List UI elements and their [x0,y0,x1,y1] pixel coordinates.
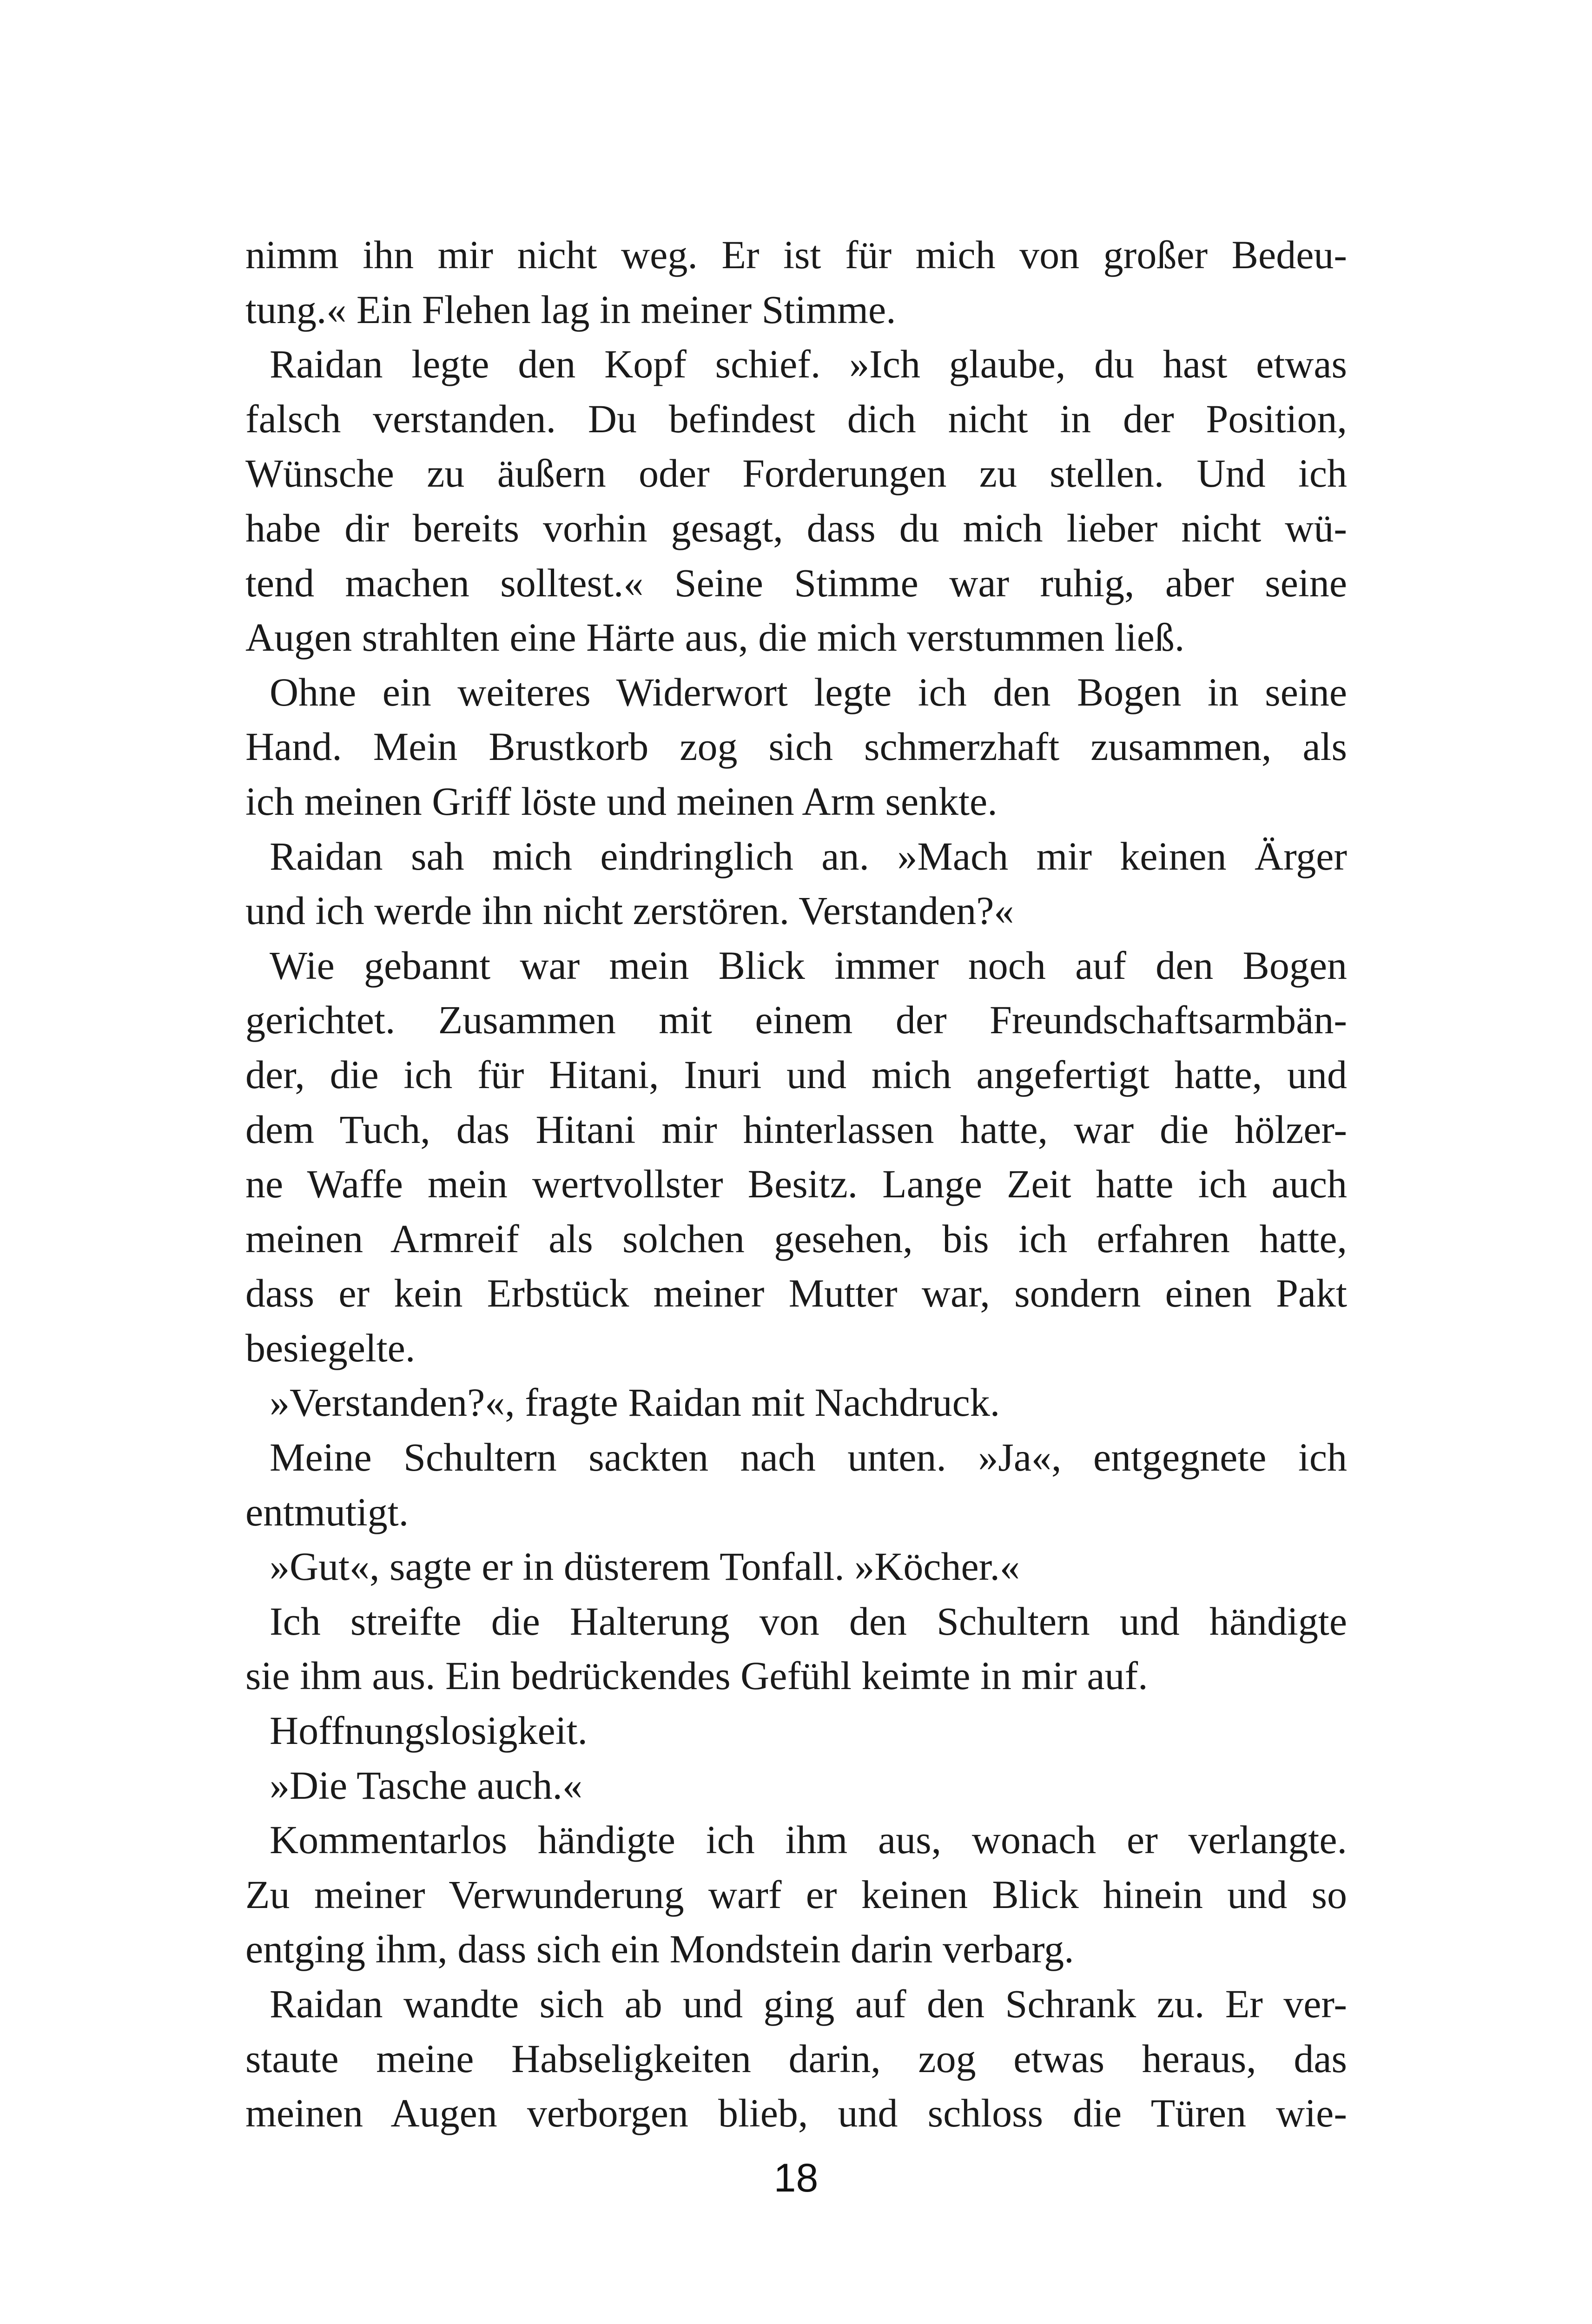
text-line: »Verstanden?«, fragte Raidan mit Nachdruck. [270,1380,1000,1425]
text-line: dem Tuch, das Hitani mir hinterlassen hatte, war die hölzer- [245,1107,1347,1152]
text-line: Augen strahlten eine Härte aus, die mich verstummen ließ. [245,615,1185,660]
text-line: der, die ich für Hitani, Inuri und mich angefertigt hatte, und [245,1052,1347,1097]
text-line: Wie gebannt war mein Blick immer noch auf den Bogen [270,943,1347,988]
text-line: nimm ihn mir nicht weg. Er ist für mich von großer Bedeu- [245,232,1347,277]
text-line: entging ihm, dass sich ein Mondstein darin verbarg. [245,1927,1074,1972]
text-line: meinen Augen verborgen blieb, und schloss die Türen wie- [245,2091,1347,2136]
text-line: sie ihm aus. Ein bedrückendes Gefühl keimte in mir auf. [245,1653,1148,1698]
text-line: Hoffnungslosigkeit. [270,1708,588,1753]
text-line: »Gut«, sagte er in düsterem Tonfall. »Köcher.« [270,1544,1020,1589]
text-line: staute meine Habseligkeiten darin, zog etwas heraus, das [245,2036,1347,2081]
text-line: falsch verstanden. Du befindest dich nicht in der Position, [245,396,1347,441]
text-line: Hand. Mein Brustkorb zog sich schmerzhaft zusammen, als [245,724,1347,769]
text-line: besiegelte. [245,1325,416,1370]
text-line: und ich werde ihn nicht zerstören. Verstanden?« [245,888,1014,933]
text-line: Ich streifte die Halterung von den Schultern und händigte [270,1598,1347,1644]
text-line: gerichtet. Zusammen mit einem der Freundschaftsarmbän- [245,997,1347,1043]
text-line: entmutigt. [245,1489,409,1534]
text-line: tend machen solltest.« Seine Stimme war ruhig, aber seine [245,560,1347,605]
text-line: Ohne ein weiteres Widerwort legte ich den Bogen in seine [270,669,1347,714]
text-line: ich meinen Griff löste und meinen Arm senkte. [245,779,997,824]
text-line: Raidan sah mich eindringlich an. »Mach mir keinen Ärger [270,833,1347,878]
text-line: tung.« Ein Flehen lag in meiner Stimme. [245,287,896,332]
page-number: 18 [773,2156,819,2200]
body-text [245,228,1347,2141]
text-line: Zu meiner Verwunderung warf er keinen Blick hinein und so [245,1872,1347,1917]
text-line: Raidan legte den Kopf schief. »Ich glaube, du hast etwas [270,342,1347,387]
text-line: habe dir bereits vorhin gesagt, dass du mich lieber nicht wü- [245,505,1347,550]
text-line: »Die Tasche auch.« [270,1763,582,1808]
text-line: Wünsche zu äußern oder Forderungen zu stellen. Und ich [245,451,1347,496]
text-line: meinen Armreif als solchen gesehen, bis ich erfahren hatte, [245,1216,1347,1261]
text-line: Meine Schultern sackten nach unten. »Ja«, entgegnete ich [270,1435,1347,1480]
text-line: dass er kein Erbstück meiner Mutter war, sondern einen Pakt [245,1271,1347,1316]
text-line: ne Waffe mein wertvollster Besitz. Lange Zeit hatte ich auch [245,1162,1347,1207]
text-line: Raidan wandte sich ab und ging auf den Schrank zu. Er ver- [270,1981,1347,2026]
text-line: Kommentarlos händigte ich ihm aus, wonach er verlangte. [270,1817,1347,1862]
